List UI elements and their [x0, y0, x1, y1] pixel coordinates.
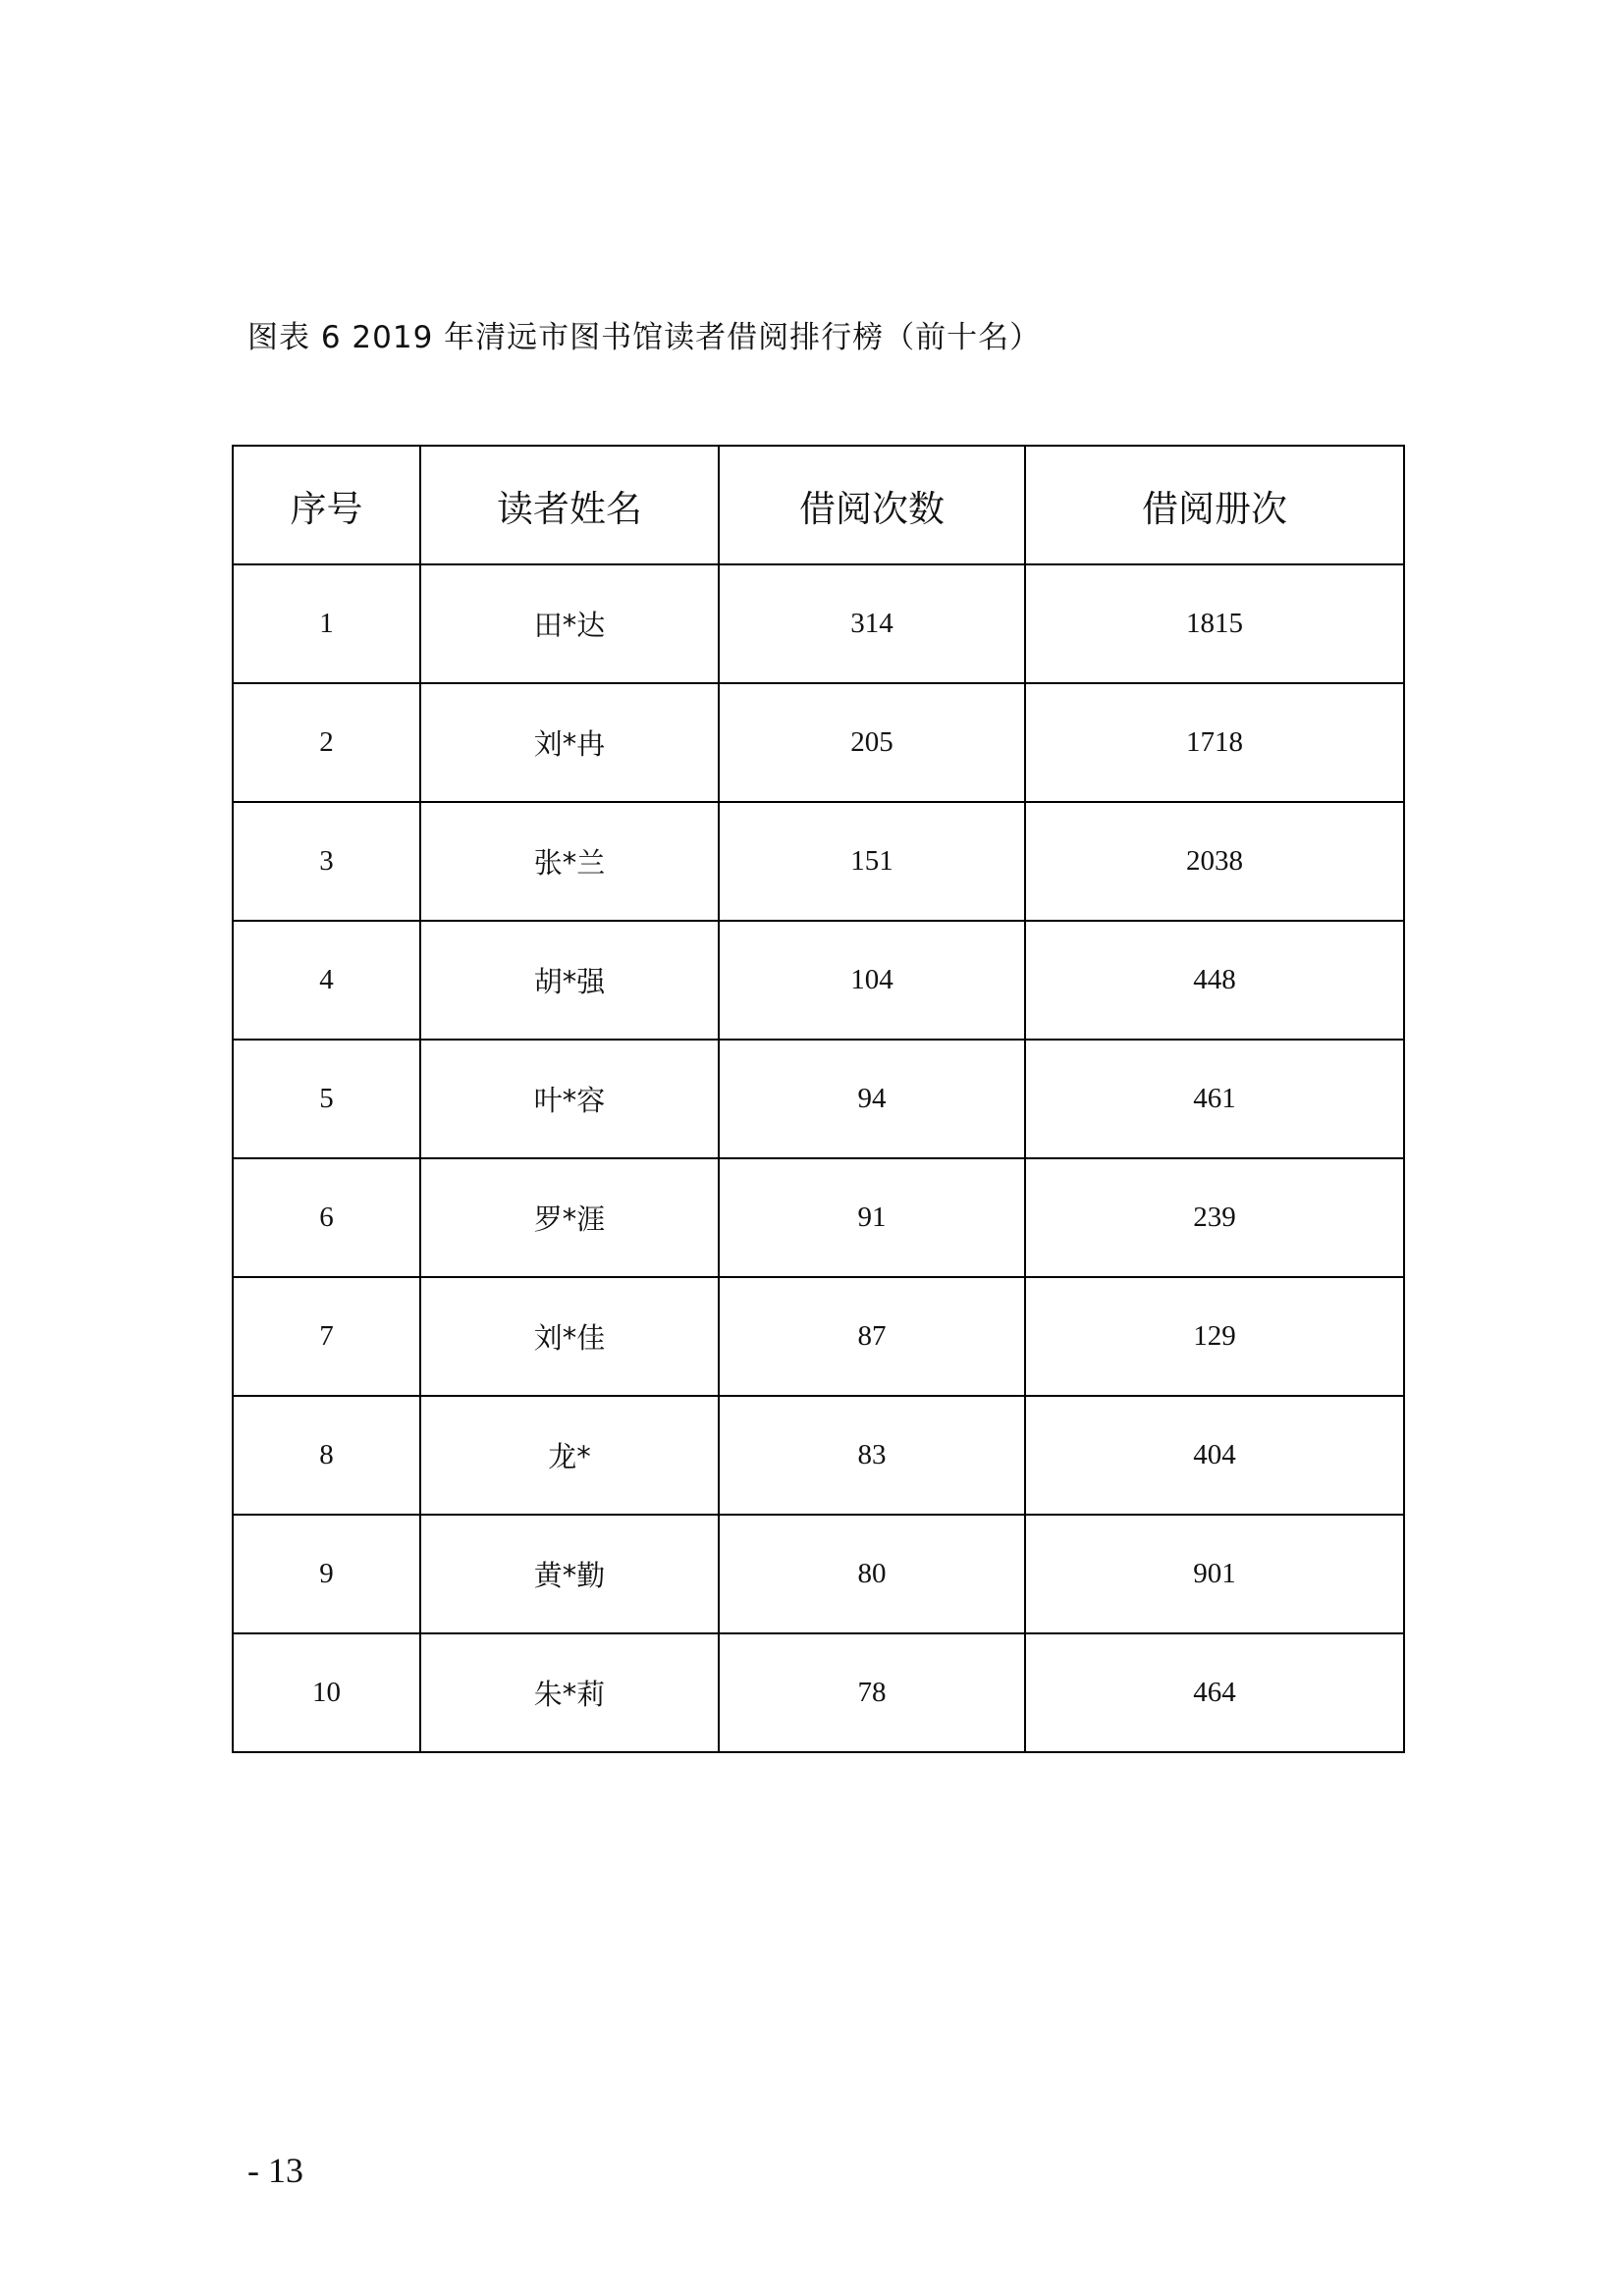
- borrow-volumes-cell: 448: [1025, 921, 1404, 1040]
- table-row: [233, 1396, 1404, 1515]
- reader-name-cell: 龙*: [420, 1396, 719, 1515]
- borrow-volumes-cell: 404: [1025, 1396, 1404, 1515]
- borrow-volumes-cell: 129: [1025, 1277, 1404, 1396]
- header-borrow-times: 借阅次数: [719, 446, 1025, 564]
- reader-name-cell: 胡*强: [420, 921, 719, 1040]
- header-row: [233, 446, 1404, 564]
- table-row: [233, 802, 1404, 921]
- header-rank: 序号: [233, 446, 420, 564]
- table-row: [233, 1158, 1404, 1277]
- rank-cell: 7: [233, 1277, 420, 1396]
- table-row: [233, 1040, 1404, 1158]
- borrow-times-cell: 80: [719, 1515, 1025, 1633]
- reader-name-cell: 罗*涯: [420, 1158, 719, 1277]
- reader-name-cell: 叶*容: [420, 1040, 719, 1158]
- reader-name-cell: 张*兰: [420, 802, 719, 921]
- borrow-times-cell: 83: [719, 1396, 1025, 1515]
- borrow-volumes-cell: 1718: [1025, 683, 1404, 802]
- rank-cell: 2: [233, 683, 420, 802]
- reader-name-cell: 朱*莉: [420, 1633, 719, 1752]
- header-borrow-volumes: 借阅册次: [1025, 446, 1404, 564]
- table-row: [233, 1515, 1404, 1633]
- borrow-times-cell: 314: [719, 564, 1025, 683]
- borrow-times-cell: 94: [719, 1040, 1025, 1158]
- table-row: [233, 564, 1404, 683]
- borrow-times-cell: 205: [719, 683, 1025, 802]
- borrow-volumes-cell: 464: [1025, 1633, 1404, 1752]
- borrow-volumes-cell: 239: [1025, 1158, 1404, 1277]
- rank-cell: 10: [233, 1633, 420, 1752]
- header-reader-name: 读者姓名: [420, 446, 719, 564]
- reader-name-cell: 刘*佳: [420, 1277, 719, 1396]
- reader-name-cell: 刘*冉: [420, 683, 719, 802]
- borrow-volumes-cell: 461: [1025, 1040, 1404, 1158]
- borrow-volumes-cell: 1815: [1025, 564, 1404, 683]
- borrow-volumes-cell: 2038: [1025, 802, 1404, 921]
- rank-cell: 5: [233, 1040, 420, 1158]
- reader-name-cell: 黄*勤: [420, 1515, 719, 1633]
- rank-cell: 8: [233, 1396, 420, 1515]
- borrow-times-cell: 104: [719, 921, 1025, 1040]
- reader-name-cell: 田*达: [420, 564, 719, 683]
- rank-cell: 4: [233, 921, 420, 1040]
- borrow-volumes-cell: 901: [1025, 1515, 1404, 1633]
- rank-cell: 9: [233, 1515, 420, 1633]
- table-row: [233, 1633, 1404, 1752]
- page-number: - 13: [247, 2151, 303, 2190]
- rank-cell: 3: [233, 802, 420, 921]
- borrow-times-cell: 91: [719, 1158, 1025, 1277]
- borrow-times-cell: 78: [719, 1633, 1025, 1752]
- table-caption: 图表 6 2019 年清远市图书馆读者借阅排行榜（前十名）: [247, 320, 1042, 355]
- rank-cell: 6: [233, 1158, 420, 1277]
- reader-ranking-table: [232, 445, 1405, 1753]
- borrow-times-cell: 87: [719, 1277, 1025, 1396]
- table-row: [233, 683, 1404, 802]
- table-row: [233, 921, 1404, 1040]
- borrow-times-cell: 151: [719, 802, 1025, 921]
- table-row: [233, 1277, 1404, 1396]
- rank-cell: 1: [233, 564, 420, 683]
